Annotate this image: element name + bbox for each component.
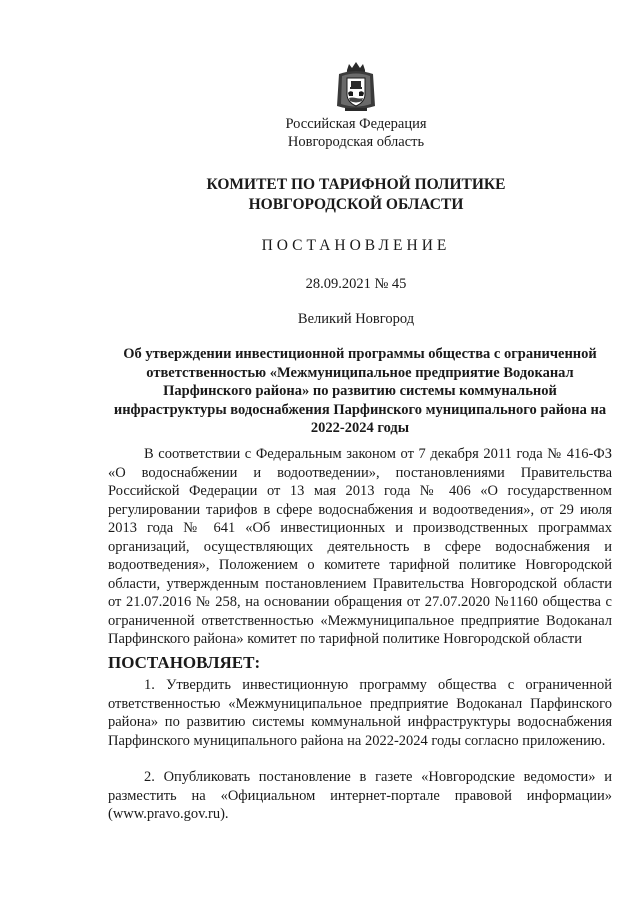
decree-date-number: 28.09.2021 № 45 [305, 276, 407, 292]
header-country: Российская Федерация [285, 116, 427, 132]
preamble-paragraph: В соответствии с Федеральным законом от 7 декабря 2011 года № 416-ФЗ «О водоснабжении и водоотведении», постановлениями Правительства Российской Федерации от 13 мая 2013 года № 406 «О государственном регулировании тарифов в сфере водоснабжения и водоотведения», от 29 июля 2013 года № 641 «Об инвестиционных и производственных программах организаций, осуществляющих деятельность в сфере водоснабжения и водоотведения», Положением о комитете тарифной политике Новгородской области, утвержденным постановлением Правительства Новгородской области от 21.07.2016 № 258, на основании обращения от 27.07.2020 №1160 общества с ограниченной ответственностью «Межмуниципальное предприятие Водоканал Парфинского района» комитет по тарифной политике Новгородской области [108, 446, 612, 647]
decree-city: Великий Новгород [297, 311, 415, 327]
header-region: Новгородская область [287, 134, 425, 150]
resolves-heading: ПОСТАНОВЛЯЕТ: [108, 653, 261, 672]
item-1-paragraph: 1. Утвердить инвестиционную программу общества с ограниченной ответственностью «Межмуниципальное предприятие Водоканал Парфинского района» по развитию системы коммунальной инфраструктуры водоснабжения Парфинского муниципального района на 2022-2024 годы согласно приложению. [108, 677, 612, 749]
item-2-paragraph: 2. Опубликовать постановление в газете «Новгородские ведомости» и разместить на «Официальном интернет-портале правовой информации» (www.pravo.gov.ru). [108, 769, 612, 822]
committee-title: КОМИТЕТ ПО ТАРИФНОЙ ПОЛИТИКЕ НОВГОРОДСКОЙ ОБЛАСТИ [206, 176, 506, 213]
decree-subject: Об утверждении инвестиционной программы общества с ограниченной ответственностью «Межмуниципальное предприятие Водоканал Парфинского района» по развитию системы коммунальной инфраструктуры водоснабжения Парфинского муниципального района на 2022-2024 годы [113, 346, 607, 436]
decree-type: ПОСТАНОВЛЕНИЕ [261, 237, 451, 254]
coat-of-arms-icon [333, 60, 379, 114]
